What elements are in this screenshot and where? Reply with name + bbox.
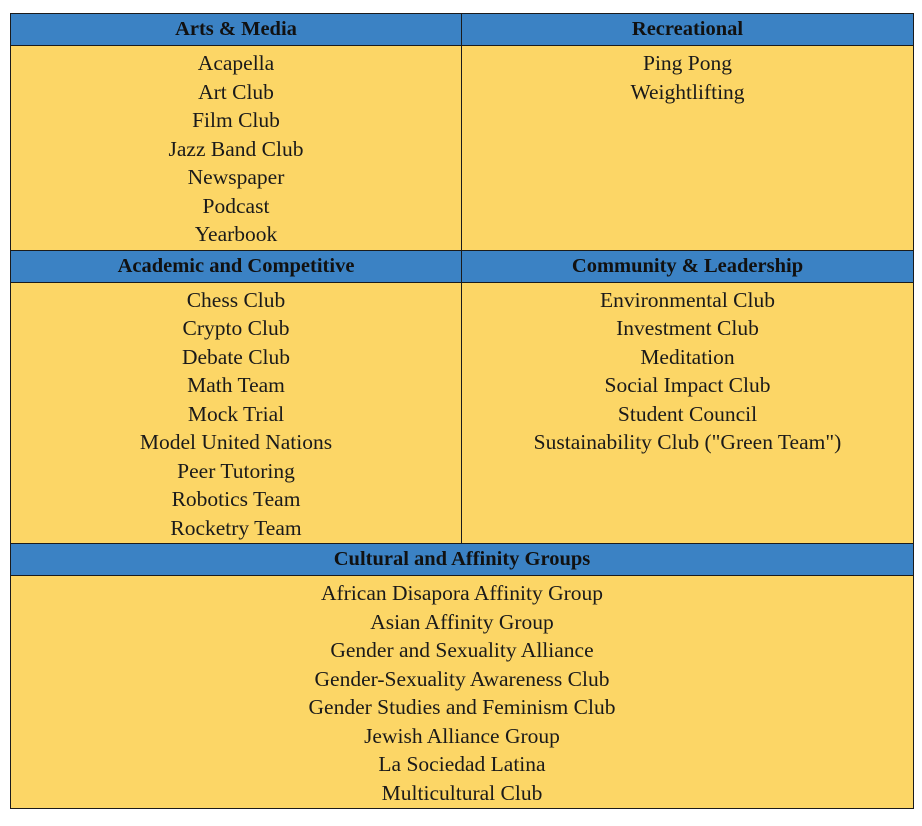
club-item: Weightlifting <box>630 79 745 104</box>
club-item: Meditation <box>640 344 735 369</box>
club-item: Newspaper <box>187 165 285 189</box>
club-item: Gender-Sexuality Awareness Club <box>314 666 610 691</box>
content-row-3 <box>11 576 914 809</box>
club-item: Gender and Sexuality Alliance <box>330 638 594 662</box>
club-item: Model United Nations <box>139 430 333 454</box>
content-row-2 <box>11 282 914 544</box>
clubs-table <box>10 13 914 809</box>
academic-competitive-header: Academic and Competitive <box>11 250 462 282</box>
club-item: Robotics Team <box>171 487 301 511</box>
recreational-header: Recreational <box>462 14 914 46</box>
club-item: Rocketry Team <box>170 515 302 540</box>
community-leadership-cell <box>462 282 914 544</box>
club-item: Jazz Band Club <box>168 136 304 161</box>
club-item: Mock Trial <box>187 401 285 426</box>
recreational-cell <box>462 46 914 251</box>
recreational-list <box>462 46 913 107</box>
club-item: Acapella <box>197 51 275 75</box>
club-item: Chess Club <box>186 287 286 312</box>
club-item: La Sociedad Latina <box>378 752 546 776</box>
arts-media-list <box>11 46 461 250</box>
arts-media-header: Arts & Media <box>11 14 462 46</box>
community-leadership-header: Community & Leadership <box>462 250 914 282</box>
header-row-2 <box>11 250 914 282</box>
academic-competitive-list <box>11 283 461 544</box>
content-row-1 <box>11 46 914 251</box>
club-item: Yearbook <box>194 222 278 246</box>
club-item: Social Impact Club <box>604 373 771 397</box>
club-item: Gender Studies and Feminism Club <box>308 695 616 719</box>
club-item: Art Club <box>198 79 274 104</box>
club-item: Investment Club <box>616 316 759 340</box>
community-leadership-list <box>462 283 913 458</box>
club-item: Student Council <box>617 401 758 426</box>
club-item: Film Club <box>192 108 280 132</box>
club-item: Multicultural Club <box>381 780 543 805</box>
cultural-affinity-header: Cultural and Affinity Groups <box>11 544 914 576</box>
club-item: Jewish Alliance Group <box>364 723 560 748</box>
club-item: Crypto Club <box>182 316 290 340</box>
arts-media-cell <box>11 46 462 251</box>
club-item: Debate Club <box>181 344 291 369</box>
cultural-affinity-cell <box>11 576 914 809</box>
club-item: Sustainability Club ("Green Team") <box>533 430 842 454</box>
club-item: Ping Pong <box>642 51 732 75</box>
club-item: Environmental Club <box>600 287 775 312</box>
header-row-1 <box>11 14 914 46</box>
cultural-affinity-list <box>11 576 913 808</box>
club-item: Podcast <box>202 193 270 218</box>
academic-competitive-cell <box>11 282 462 544</box>
header-row-3 <box>11 544 914 576</box>
club-item: Asian Affinity Group <box>370 609 554 634</box>
club-item: Peer Tutoring <box>177 458 295 483</box>
club-item: African Disapora Affinity Group <box>320 581 604 605</box>
club-item: Math Team <box>187 373 285 397</box>
